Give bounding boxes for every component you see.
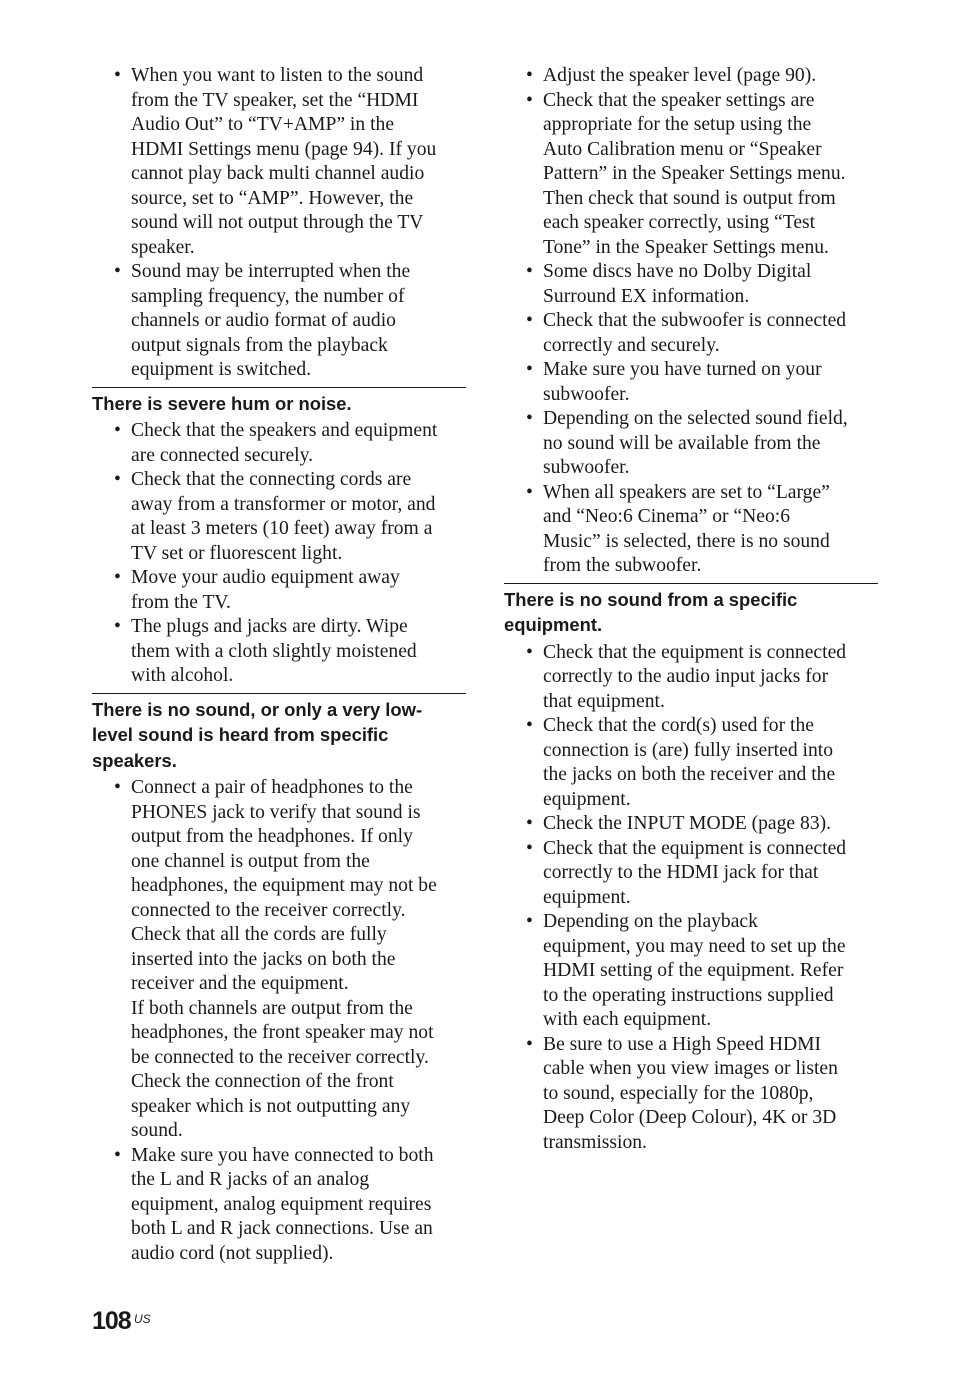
left-intro-list [92, 64, 466, 383]
list-item: • When all speakers are set to “Large” and “Neo:6 Cinema” or “Neo:6 Music” is selected, there is no sound from the subwoofer. [504, 481, 878, 579]
page-region-suffix: US [134, 1312, 151, 1326]
list-item: • Check that the speaker settings are appropriate for the setup using the Auto Calibration menu or “Speaker Pattern” in the Speaker Settings menu. Then check that sound is output from each speaker correctly, using “Test Tone” in the Speaker Settings menu. [504, 89, 878, 261]
section-heading: There is severe hum or noise. [92, 392, 352, 414]
section-no-sound-speakers [92, 693, 466, 1267]
list-item: • Be sure to use a High Speed HDMI cable when you view images or listen to sound, especially for the 1080p, Deep Color (Deep Colour), 4K or 3D transmission. [504, 1033, 878, 1156]
list-item: • Check that the equipment is connected correctly to the HDMI jack for that equipment. [504, 837, 878, 911]
list-item: • Check that the connecting cords are away from a transformer or motor, and at least 3 meters (10 feet) away from a TV set or fluorescent light. [92, 468, 466, 566]
list-item: • Depending on the playback equipment, you may need to set up the HDMI setting of the equipment. Refer to the operating instructions supplied with each equipment. [504, 910, 878, 1033]
list-item: • Some discs have no Dolby Digital Surround EX information. [504, 260, 878, 309]
section-heading: There is no sound from a specific equipment. [504, 588, 798, 635]
section-heading: There is no sound, or only a very low- level sound is heard from specific speakers. [92, 698, 423, 771]
left-column [92, 64, 466, 1266]
list-item: • Sound may be interrupted when the sampling frequency, the number of channels or audio format of audio output signals from the playback equipment is switched. [92, 260, 466, 383]
section-list [504, 641, 878, 1156]
list-item: • Check that the subwoofer is connected correctly and securely. [504, 309, 878, 358]
list-item: • Check the INPUT MODE (page 83). [504, 812, 878, 837]
list-item: • Adjust the speaker level (page 90). [504, 64, 878, 89]
right-intro-list [504, 64, 878, 579]
list-item: • The plugs and jacks are dirty. Wipe them with a cloth slightly moistened with alcohol. [92, 615, 466, 689]
section-list [92, 419, 466, 689]
page-number: 108 [92, 1307, 131, 1335]
right-column [504, 64, 878, 1155]
list-item: • Depending on the selected sound field, no sound will be available from the subwoofer. [504, 407, 878, 481]
section-list [92, 776, 466, 1266]
section-no-sound-equipment [504, 583, 878, 1156]
list-item: • When you want to listen to the sound from the TV speaker, set the “HDMI Audio Out” to “TV+AMP” in the HDMI Settings menu (page 94). If you cannot play back multi channel audio source, set to “AMP”. However, the sound will not output through the TV speaker. [92, 64, 466, 260]
section-hum-noise [92, 387, 466, 689]
list-item: • Make sure you have connected to both the L and R jacks of an analog equipment, analog equipment requires both L and R jack connections. Use an audio cord (not supplied). [92, 1144, 466, 1267]
list-item: • Check that the speakers and equipment are connected securely. [92, 419, 466, 468]
list-item: • Move your audio equipment away from the TV. [92, 566, 466, 615]
list-item: • Check that the cord(s) used for the connection is (are) fully inserted into the jacks on both the receiver and the equipment. [504, 714, 878, 812]
list-item: • Connect a pair of headphones to the PHONES jack to verify that sound is output from the headphones. If only one channel is output from the headphones, the equipment may not be connected to the receiver correctly. Check that all the cords are fully inserted into the jacks on both the receiver and the equipment. If both channels are output from the headphones, the front speaker may not be connected to the receiver correctly. Check the connection of the front speaker which is not outputting any sound. [92, 776, 466, 1144]
list-item: • Check that the equipment is connected correctly to the audio input jacks for that equipment. [504, 641, 878, 715]
list-item: • Make sure you have turned on your subwoofer. [504, 358, 878, 407]
